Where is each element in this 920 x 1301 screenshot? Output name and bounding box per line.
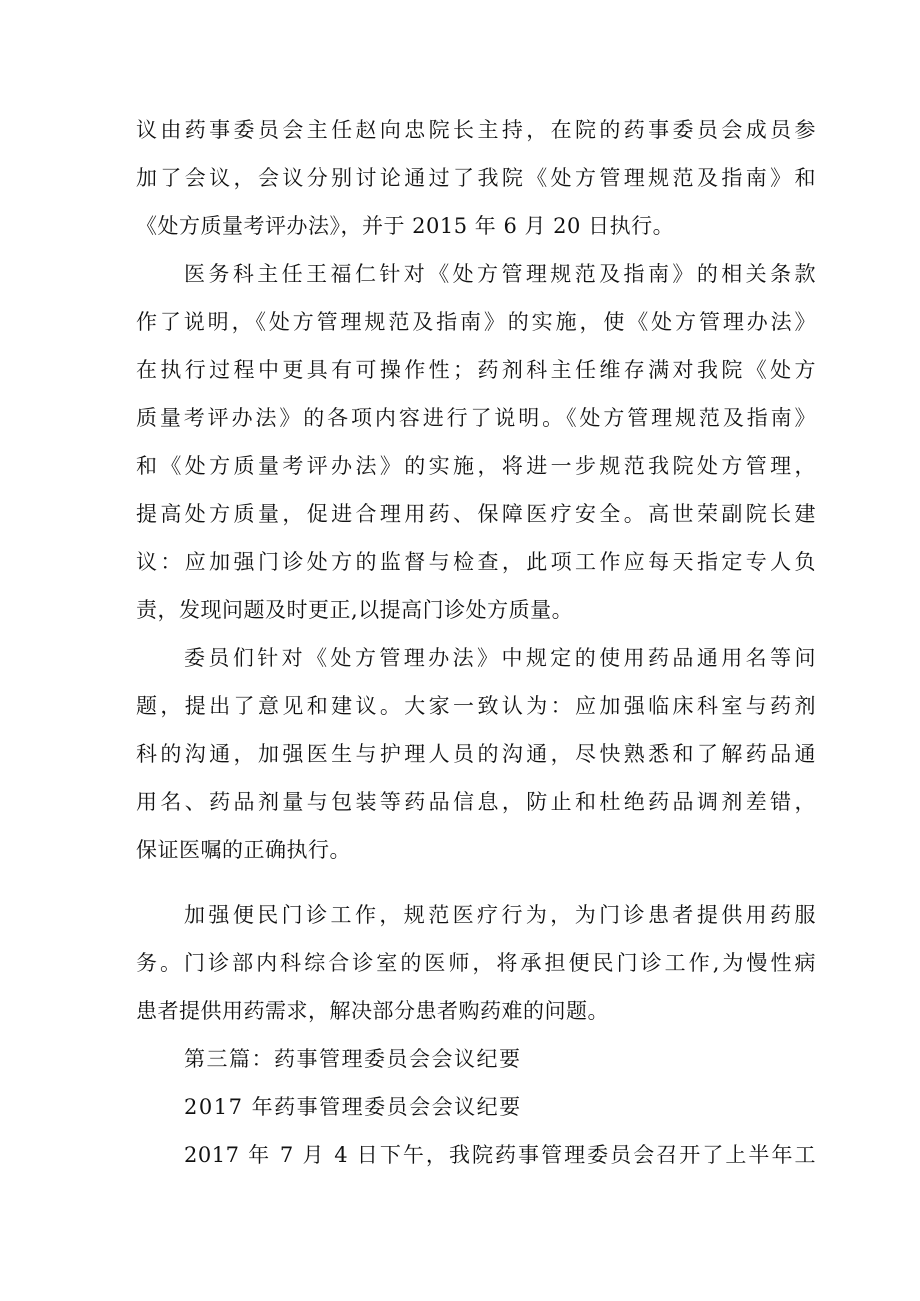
paragraph-4-line-1: 加强便民门诊工作，规范医疗行为，为门诊患者提供用药服: [184, 903, 816, 927]
paragraph-3-line-1: 委员们针对《处方管理办法》中规定的使用药品通用名等问: [184, 646, 816, 670]
paragraph-7-line-1: 2017 年 7 月 4 日下午，我院药事管理委员会召开了上半年工: [184, 1143, 816, 1167]
section-heading: 第三篇：药事管理委员会会议纪要: [184, 1047, 522, 1071]
paragraph-1-line-2: 加了会议，会议分别讨论通过了我院《处方管理规范及指南》和: [136, 166, 816, 190]
paragraph-2-line-7: 议：应加强门诊处方的监督与检查，此项工作应每天指定专人负: [136, 550, 816, 574]
paragraph-4-line-3: 患者提供用药需求，解决部分患者购药难的问题。: [136, 999, 609, 1023]
paragraph-2-line-5: 和《处方质量考评办法》的实施，将进一步规范我院处方管理，: [136, 454, 816, 478]
paragraph-4-line-2: 务。门诊部内科综合诊室的医师，将承担便民门诊工作,为慢性病: [136, 951, 816, 975]
paragraph-1-line-1: 议由药事委员会主任赵向忠院长主持，在院的药事委员会成员参: [136, 118, 816, 142]
paragraph-3-line-2: 题，提出了意见和建议。大家一致认为：应加强临床科室与药剂: [136, 694, 816, 718]
paragraph-2-line-2: 作了说明，《处方管理规范及指南》的实施，使《处方管理办法》: [136, 310, 816, 334]
paragraph-2-line-4: 质量考评办法》的各项内容进行了说明。《处方管理规范及指南》: [136, 406, 816, 430]
paragraph-3-line-4: 用名、药品剂量与包装等药品信息，防止和杜绝药品调剂差错，: [136, 790, 816, 814]
paragraph-2-line-1: 医务科主任王福仁针对《处方管理规范及指南》的相关条款: [184, 262, 816, 286]
paragraph-1-line-3: 《处方质量考评办法》，并于 2015 年 6 月 20 日执行。: [136, 214, 675, 238]
paragraph-2-line-3: 在执行过程中更具有可操作性；药剂科主任维存满对我院《处方: [136, 358, 816, 382]
paragraph-3-line-3: 科的沟通，加强医生与护理人员的沟通，尽快熟悉和了解药品通: [136, 742, 816, 766]
minutes-title: 2017 年药事管理委员会会议纪要: [184, 1095, 522, 1119]
paragraph-3-line-5: 保证医嘱的正确执行。: [136, 838, 351, 862]
paragraph-2-line-8: 责，发现问题及时更正,以提高门诊处方质量。: [136, 598, 574, 622]
paragraph-2-line-6: 提高处方质量，促进合理用药、保障医疗安全。高世荣副院长建: [136, 502, 816, 526]
